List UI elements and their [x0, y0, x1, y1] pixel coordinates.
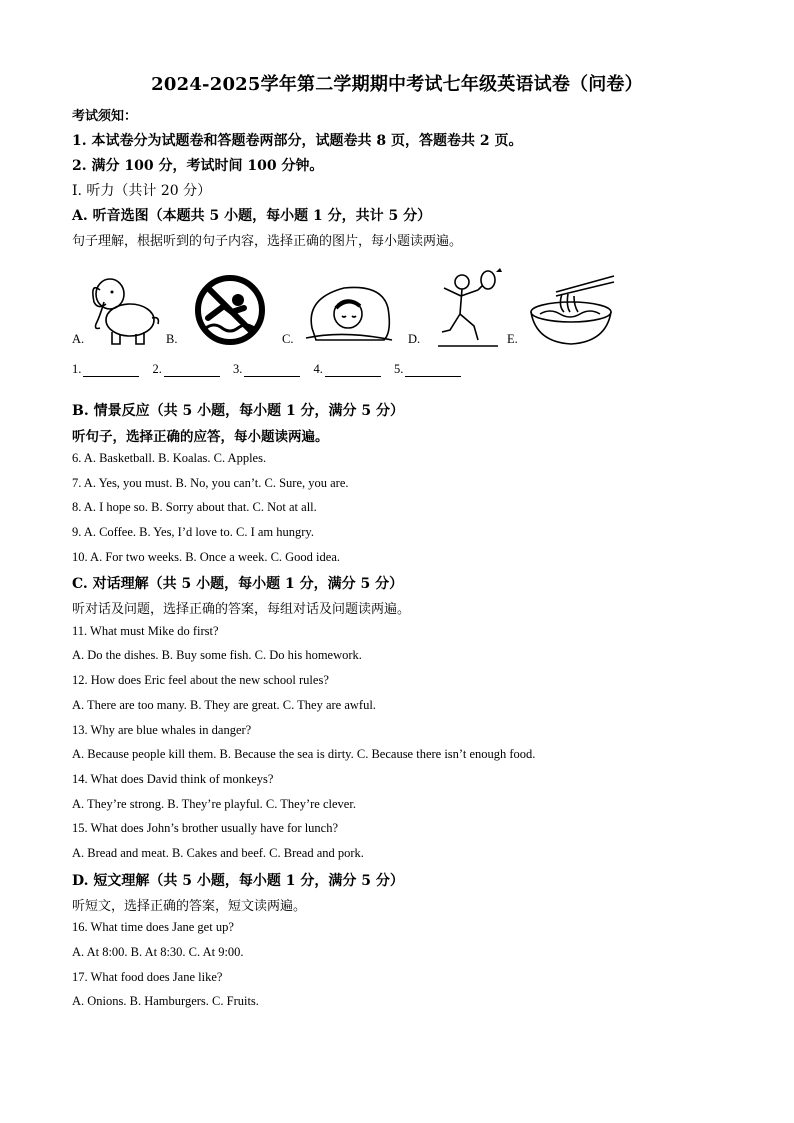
picture-label-a: A. [72, 332, 85, 346]
question-12: 12. How does Eric feel about the new school rules? [72, 673, 329, 687]
sleeping-icon [304, 278, 394, 344]
notice-item-1: 1. 本试卷分为试题卷和答题卷两部分，试题卷共 8 页，答题卷共 2 页。 [72, 133, 523, 149]
question-7: 7. A. Yes, you must. B. No, you can’t. C. Sure, you are. [72, 476, 349, 490]
picture-options [72, 268, 632, 352]
elephant-icon [90, 272, 162, 346]
question-13: 13. Why are blue whales in danger? [72, 723, 252, 737]
question-6: 6. A. Basketball. B. Koalas. C. Apples. [72, 451, 267, 465]
question-17: 17. What food does Jane like? [72, 970, 223, 984]
page-title: 2024-2025学年第二学期期中考试七年级英语试卷（问卷） [151, 74, 643, 95]
question-14-options: A. They’re strong. B. They’re playful. C. They’re clever. [72, 797, 356, 811]
question-16: 16. What time does Jane get up? [72, 920, 234, 934]
blank-3[interactable]: 3. [233, 362, 300, 377]
picture-label-e: E. [507, 332, 518, 346]
notice-item-2: 2. 满分 100 分，考试时间 100 分钟。 [72, 158, 324, 174]
part1-heading: Ⅰ. 听力（共计 20 分） [72, 183, 212, 199]
section-c-heading: C. 对话理解（共 5 小题，每小题 1 分，满分 5 分） [72, 576, 404, 592]
blank-5[interactable]: 5. [394, 362, 461, 377]
question-12-options: A. There are too many. B. They are great. C. They are awful. [72, 698, 376, 712]
question-13-options: A. Because people kill them. B. Because the sea is dirty. C. Because there isn’t enough food. [72, 747, 536, 761]
question-8: 8. A. I hope so. B. Sorry about that. C. Not at all. [72, 500, 317, 514]
question-14: 14. What does David think of monkeys? [72, 772, 274, 786]
badminton-icon [434, 268, 504, 348]
blank-2[interactable]: 2. [153, 362, 220, 377]
no-swimming-icon [194, 274, 266, 346]
picture-label-c: C. [282, 332, 294, 346]
question-15-options: A. Bread and meat. B. Cakes and beef. C. Bread and pork. [72, 846, 364, 860]
section-d-heading: D. 短文理解（共 5 小题，每小题 1 分，满分 5 分） [72, 873, 404, 889]
blank-1[interactable]: 1. [72, 362, 139, 377]
section-b-heading: B. 情景反应（共 5 小题，每小题 1 分，满分 5 分） [72, 403, 405, 419]
blank-4[interactable]: 4. [314, 362, 381, 377]
question-9: 9. A. Coffee. B. Yes, I’d love to. C. I am hungry. [72, 525, 314, 539]
answer-blanks [72, 362, 471, 377]
section-b-instruction: 听句子，选择正确的应答，每小题读两遍。 [72, 429, 329, 445]
question-17-options: A. Onions. B. Hamburgers. C. Fruits. [72, 994, 259, 1008]
section-d-instruction: 听短文，选择正确的答案，短文读两遍。 [72, 899, 307, 914]
question-15: 15. What does John’s brother usually have for lunch? [72, 821, 339, 835]
question-10: 10. A. For two weeks. B. Once a week. C. Good idea. [72, 550, 341, 564]
section-a-instruction: 句子理解，根据听到的句子内容，选择正确的图片，每小题读两遍。 [72, 234, 463, 249]
notice-heading: 考试须知： [72, 109, 138, 124]
section-c-instruction: 听对话及问题，选择正确的答案，每组对话及问题读两遍。 [72, 602, 411, 617]
question-11: 11. What must Mike do first? [72, 624, 219, 638]
question-16-options: A. At 8:00. B. At 8:30. C. At 9:00. [72, 945, 244, 959]
noodles-icon [526, 272, 616, 346]
section-a-heading: A. 听音选图（本题共 5 小题，每小题 1 分，共计 5 分） [72, 208, 432, 224]
question-11-options: A. Do the dishes. B. Buy some fish. C. Do his homework. [72, 648, 362, 662]
picture-label-b: B. [166, 332, 178, 346]
picture-label-d: D. [408, 332, 421, 346]
